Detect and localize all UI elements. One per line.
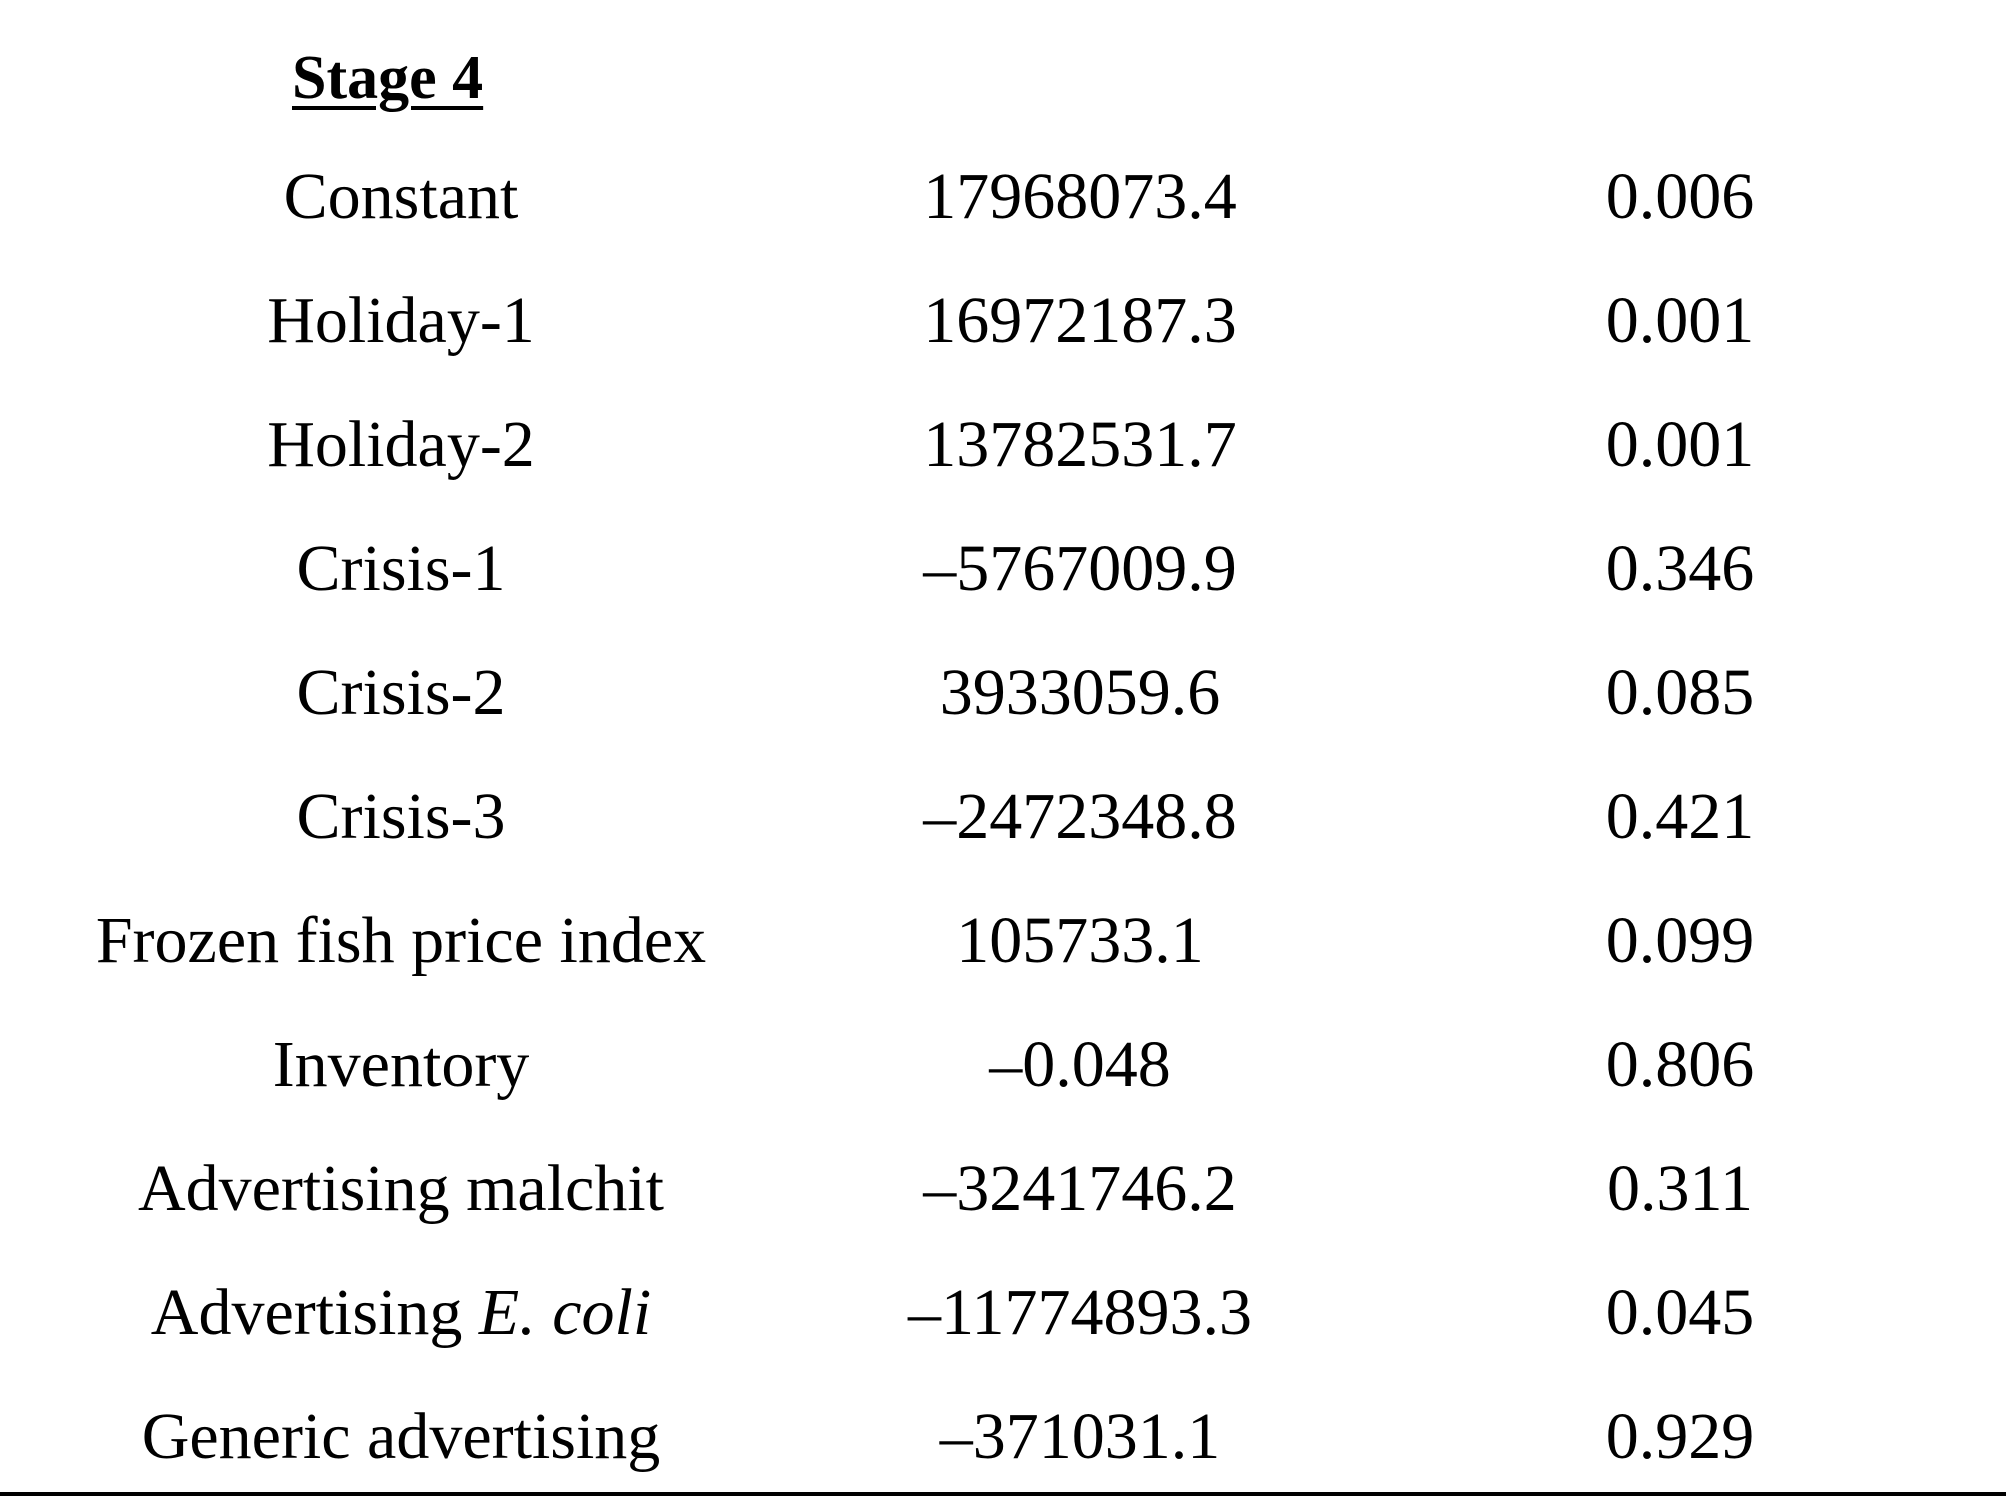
variable-cell: Generic advertising [141,1400,661,1473]
coefficient-cell: 16972187.3 [923,284,1237,357]
p-value-cell: 0.311 [1606,1152,1754,1225]
coefficient-cell: 13782531.7 [923,408,1237,481]
table-body [0,135,2006,1499]
coefficient-cell: –5767009.9 [923,532,1237,605]
coefficient-cell: –3241746.2 [923,1152,1237,1225]
variable-cell: Advertising E. coli [150,1276,652,1349]
coefficient-cell: 3933059.6 [939,656,1221,729]
table-row [0,1251,2006,1375]
variable-cell: Holiday-2 [267,408,535,481]
table-row [0,755,2006,879]
variable-cell: Holiday-1 [267,284,535,357]
variable-cell: Advertising malchit [137,1152,665,1225]
table-row [0,631,2006,755]
p-value-cell: 0.099 [1605,904,1755,977]
coefficient-cell: –11774893.3 [907,1276,1253,1349]
table-row [0,135,2006,259]
variable-cell: Frozen fish price index [95,904,707,977]
p-value-cell: 0.045 [1605,1276,1755,1349]
p-value-cell: 0.806 [1605,1028,1755,1101]
p-value-cell: 0.001 [1605,284,1755,357]
table-row [0,879,2006,1003]
table-row [0,1127,2006,1251]
stage-heading: Stage 4 [292,44,484,112]
table-row [0,1375,2006,1499]
variable-cell: Constant [283,160,519,233]
p-value-cell: 0.929 [1605,1400,1755,1473]
p-value-cell: 0.346 [1605,532,1755,605]
coefficient-cell: –0.048 [989,1028,1171,1101]
table-row [0,507,2006,631]
coefficient-cell: –371031.1 [939,1400,1221,1473]
coefficient-cell: 17968073.4 [923,160,1237,233]
p-value-cell: 0.006 [1605,160,1755,233]
variable-cell: Crisis-2 [296,656,506,729]
coefficient-cell: –2472348.8 [923,780,1237,853]
table-row [0,383,2006,507]
table-row [0,1003,2006,1127]
variable-cell: Crisis-1 [296,532,506,605]
coefficient-cell: 105733.1 [956,904,1204,977]
table-row [0,259,2006,383]
p-value-cell: 0.085 [1605,656,1755,729]
p-value-cell: 0.001 [1605,408,1755,481]
table-bottom-rule [0,1492,2006,1496]
variable-cell: Inventory [272,1028,530,1101]
p-value-cell: 0.421 [1605,780,1755,853]
variable-cell: Crisis-3 [296,780,506,853]
